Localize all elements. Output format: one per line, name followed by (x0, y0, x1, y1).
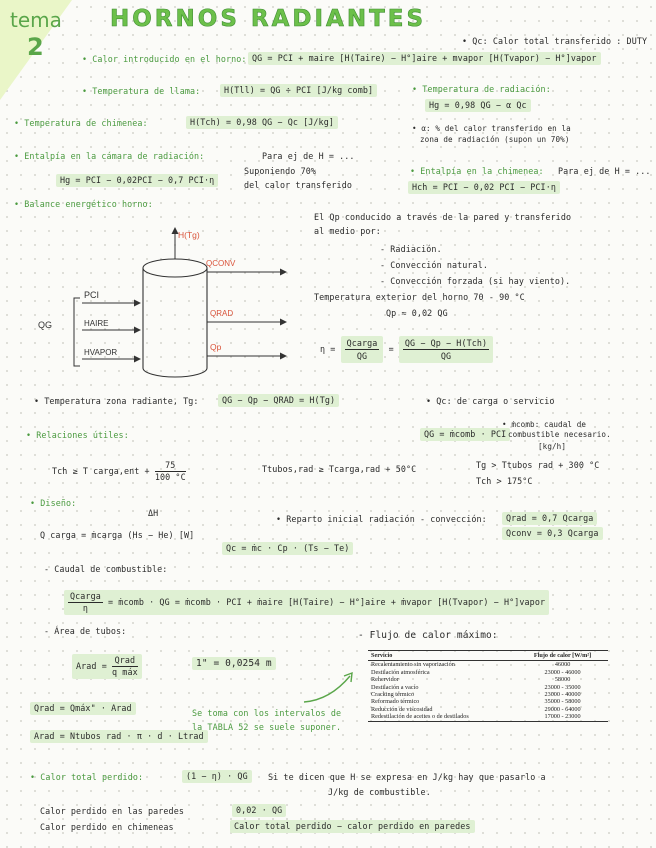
perdido-text-2: J/kg de combustible. (328, 787, 431, 797)
relaciones-label: • Relaciones útiles: (26, 430, 129, 440)
flux-header-flujo: Flujo de calor [W/m²] (517, 651, 608, 661)
reparto-label: • Reparto inicial radiación - convección: (276, 514, 487, 524)
table-row: Redestilación de aceites o de destilados 17000 - 23000 (368, 713, 608, 721)
caudal-equation (64, 590, 549, 615)
qp-equation: Qp ≈ 0,02 QG (386, 308, 448, 318)
table-row: Destilación a vacío 23000 - 35000 (371, 683, 581, 691)
tch-relation (52, 460, 186, 483)
inch-conversion: 1" = 0,0254 m (192, 657, 276, 670)
table-row: Cracking térmico 23000 - 40000 (371, 691, 581, 699)
qp-text-5: - Convección forzada (si hay viento). (380, 276, 571, 286)
perdido-text-1: Si te dicen que H se expresa en J/kg hay que pasarlo a (268, 772, 546, 782)
calor-intro-equation: QG = PCI + maire [H(Taire) − H°]aire + mvapor [H(Tvapor) − H°]vapor (248, 52, 601, 65)
qp-text-3: - Radiación. (380, 244, 442, 254)
tch-num: 75 (155, 460, 186, 472)
tz-equation: QG − Qp − QRAD = H(Tg) (218, 394, 339, 407)
tch-lhs: Tch ≥ T carga,ent + (52, 466, 150, 476)
ent-rad-note: Para ej de H = ... (262, 151, 355, 161)
qg-label: QG (38, 320, 53, 330)
perdido-equation: (1 − η) · QG (182, 770, 252, 783)
qrad-relation: Qrad = 0,7 Qcarga (502, 512, 597, 525)
hvapor-label: HVAPOR (84, 348, 118, 357)
flux-table (368, 650, 608, 722)
note-arrow (300, 670, 360, 706)
table-row: Recalentamiento sin vaporización 46000 (371, 661, 571, 669)
ent-rad-suposicion-1: Suponiendo 70% (244, 166, 316, 176)
chimeneas-value: Calor total perdido − calor perdido en paredes (230, 820, 475, 833)
eta-formula: η = $\frac{\text{Qcarga}}{QG}$ = $\frac{\text{QG − Qp − H(Tch)}}{QG}$ (320, 336, 493, 363)
qconv-label: QCONV (206, 259, 236, 268)
perdido-label: • Calor total perdido: (30, 772, 144, 782)
qp-text-1: El Qp conducido a través de la pared y transferido (314, 212, 572, 222)
temp-llama-label: • Temperatura de llama: (82, 86, 201, 96)
page-title: HORNOS RADIANTES (110, 6, 427, 32)
arad-num: Qrad (112, 655, 138, 667)
qrad-label: QRAD (210, 309, 234, 318)
diseno-label: • Diseño: (30, 498, 77, 508)
temp-llama-equation: H(Tll) = QG ÷ PCI [J/kg comb] (220, 84, 377, 97)
qcarga-equation: Q carga = ṁcarga (Hs − He) [W] (40, 530, 195, 540)
temp-rad-label: • Temperatura de radiación: (412, 84, 551, 94)
tema-number: 2 (27, 33, 44, 61)
qc-carga: • Qc: de carga o servicio (426, 396, 555, 406)
table-row: Rehervidor 58000 (371, 676, 571, 684)
qp-text-2: al medio por: (314, 226, 381, 236)
table-row: Reducción de viscosidad 29000 - 64000 (371, 705, 581, 713)
qc-definition: • Qc: Calor total transferido : DUTY (462, 36, 648, 46)
eta-lhs: η = (320, 344, 336, 354)
furnace-cylinder-body (143, 268, 207, 377)
eta-num-1: Qcarga (346, 338, 378, 348)
table-row: Destilación atmosférica 23000 - 46000 (371, 668, 581, 676)
eta-num-2: QG − Qp − H(Tch) (404, 338, 488, 348)
table-row: Reformado térmico 35000 - 58000 (371, 698, 581, 706)
caudal-num: Qcarga (70, 591, 101, 601)
tema-label: tema (10, 8, 62, 32)
chimeneas-label: Calor perdido en chimeneas (40, 822, 174, 832)
htg-label: H(Tg) (178, 230, 200, 240)
ent-rad-suposicion-2: del calor transferido (244, 180, 352, 190)
ent-rad-label: • Entalpía en la cámara de radiación: (14, 151, 205, 161)
arad-lhs: Arad = (76, 661, 107, 671)
paredes-value: 0,02 · QG (232, 804, 286, 817)
tg-relation: Tg > Ttubos rad + 300 °C (476, 460, 600, 470)
temp-rad-equation: Hg = 0,98 QG − α Qc (425, 99, 531, 112)
eta-den-2: QG (440, 351, 452, 361)
temp-exterior: Temperatura exterior del horno 70 - 90 °C (314, 292, 525, 302)
pci-label: PCI (84, 290, 100, 300)
ent-chim-note: Para ej de H = ... (558, 166, 651, 176)
qp-label: Qp (210, 342, 222, 352)
ent-chim-label: • Entalpía en la chimenea: (410, 166, 544, 176)
delta-h: ΔH (148, 508, 159, 518)
flux-header-servicio: Servicio (368, 651, 517, 661)
caudal-rhs: = ṁcomb · QG = ṁcomb · PCI + ṁaire [H(Taire) − H°]aire + ṁvapor [H(Tvapor) − H°]vapor (108, 597, 546, 607)
eta-den-1: QG (356, 351, 368, 361)
alpha-definition-2: zona de radiación (supon un 70%) (420, 135, 570, 144)
tz-label: • Temperatura zona radiante, Tg: (34, 396, 199, 406)
ent-chim-equation: Hch = PCI − 0,02 PCI − PCI·η (408, 181, 560, 194)
alpha-definition-1: • α: % del calor transferido en la (412, 124, 571, 133)
arad-den: q máx (112, 667, 138, 677)
caudal-label: - Caudal de combustible: (44, 564, 168, 574)
inputs-bracket (74, 298, 80, 366)
qconv-relation: Qconv = 0,3 Qcarga (502, 527, 603, 540)
ttubos-relation: Ttubos,rad ≥ Tcarga,rad + 50°C (262, 464, 417, 474)
calor-intro-label: • Calor introducido en el horno: (82, 54, 247, 64)
ent-rad-equation: Hg = PCI − 0,02PCI − 0,7 PCI·η (56, 174, 218, 187)
tch-den: 100 °C (154, 472, 186, 482)
furnace-cylinder-top (143, 259, 207, 277)
mcomb-def-2: combustible necesario. (508, 430, 611, 439)
mcomb-def-3: [kg/h] (538, 442, 567, 451)
flux-table-header (368, 651, 608, 661)
temp-chim-equation: H(Tch) = 0,98 QG − Qc [J/kg] (186, 116, 338, 129)
rel-qg-equation: QG = ṁcomb · PCI (420, 428, 510, 441)
qrad-equation: Qrad = Qmáx" · Arad (30, 702, 136, 715)
qc-equation: Qc = ṁc · Cp · (Ts − Te) (222, 542, 353, 555)
temp-chim-label: • Temperatura de chimenea: (14, 118, 148, 128)
flujo-label: - Flujo de calor máximo: (358, 630, 498, 641)
note-2: la TABLA 52 se suele suponer. (192, 722, 342, 732)
balance-label: • Balance energético horno: (14, 199, 153, 209)
haire-label: HAIRE (84, 319, 109, 328)
mcomb-def-1: • ṁcomb: caudal de (502, 420, 587, 429)
furnace-diagram (28, 222, 298, 384)
tch-min-relation: Tch > 175°C (476, 476, 533, 486)
note-1: Se toma con los intervalos de (192, 708, 342, 718)
area-label: - Área de tubos: (44, 626, 127, 636)
paredes-label: Calor perdido en las paredes (40, 806, 184, 816)
arad-formula (72, 654, 142, 679)
qp-text-4: - Convección natural. (380, 260, 488, 270)
caudal-den: η (82, 603, 88, 613)
arad-equation: Arad = Ntubos rad · π · d · Ltrad (30, 730, 208, 743)
